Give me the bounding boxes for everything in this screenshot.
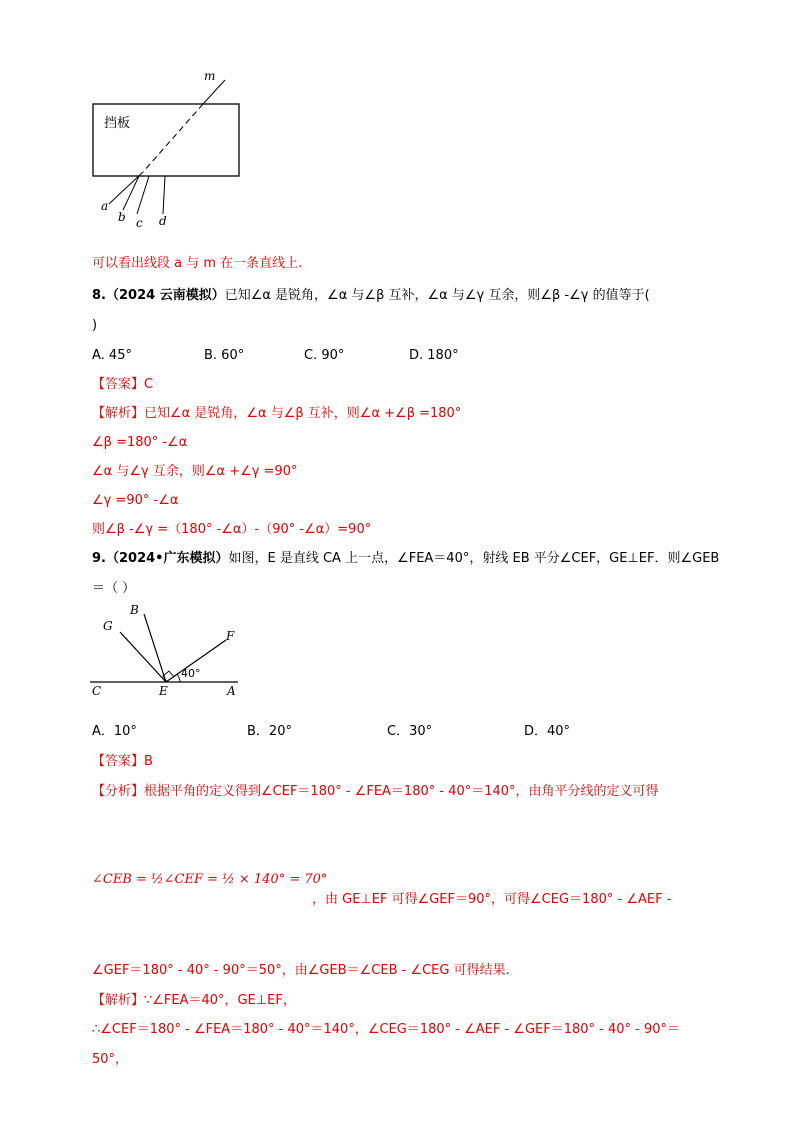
q9-option-a: A．10° <box>92 724 137 739</box>
q8-analysis-line-1: 【解析】已知∠α 是锐角，∠α 与∠β 互补，则∠α +∠β =180° <box>92 406 462 421</box>
q8-answer: 【答案】C <box>92 377 154 392</box>
label-F: F <box>226 629 235 643</box>
label-m: m <box>204 69 216 83</box>
q8-stem-end: ) <box>92 318 98 333</box>
q8-stem <box>92 288 650 304</box>
conclusion-text: 可以看出线段 a 与 m 在一条直线上. <box>92 256 303 271</box>
label-C: C <box>92 684 102 698</box>
label-A: A <box>227 684 236 698</box>
q9-jiexi-line-3: 50°， <box>92 1052 129 1067</box>
q8-option-a: A. 45° <box>92 348 132 363</box>
angle-figure <box>88 600 248 700</box>
board-text: 挡板 <box>104 116 131 131</box>
label-E: E <box>159 684 168 698</box>
q8-option-b: B. 60° <box>204 348 245 363</box>
label-angle-40: 40° <box>181 667 201 680</box>
label-G: G <box>103 619 113 633</box>
q8-source: （2024 云南模拟） <box>105 288 225 303</box>
label-c: c <box>136 216 143 230</box>
label-B: B <box>130 603 139 617</box>
q8-stem-text: 已知∠α 是锐角，∠α 与∠β 互补，∠α 与∠γ 互余，则∠β -∠γ 的值等于( <box>224 288 650 303</box>
q9-option-d: D．40° <box>524 724 571 739</box>
q8-option-d: D. 180° <box>409 348 459 363</box>
q9-fenxi: 【分析】根据平角的定义得到∠CEF＝180° - ∠FEA＝180° - 40°＝140°，由角平分线的定义可得 <box>92 784 659 799</box>
q9-answer: 【答案】B <box>92 754 153 769</box>
q9-fenxi-continued: ∠GEF＝180° - 40° - 90°＝50°，由∠GEB＝∠CEB - ∠CEG 可得结果. <box>92 963 510 978</box>
label-d: d <box>159 214 167 228</box>
q8-option-c: C. 90° <box>304 348 345 363</box>
q9-formula-tail: ，由 GE⊥EF 可得∠GEF＝90°，可得∠CEG＝180° - ∠AEF - <box>312 892 672 907</box>
q9-source: （2024•广东模拟） <box>105 551 229 566</box>
q9-option-b: B．20° <box>247 724 292 739</box>
q9-stem-text: 如图，E 是直线 CA 上一点，∠FEA＝40°，射线 EB 平分∠CEF，GE⊥EF．则∠GEB <box>228 551 720 566</box>
q8-analysis-line-3: ∠α 与∠γ 互余，则∠α +∠γ =90° <box>92 464 298 479</box>
q9-stem-end: ＝（ ） <box>92 581 136 596</box>
label-a: a <box>101 199 109 213</box>
q9-option-c: C．30° <box>387 724 433 739</box>
label-b: b <box>118 210 126 224</box>
q8-analysis-line-5: 则∠β -∠γ =（180° -∠α）-（90° -∠α）=90° <box>92 522 372 537</box>
q9-jiexi-line-1: 【解析】∵∠FEA＝40°，GE⊥EF， <box>92 993 296 1008</box>
q9-jiexi-line-2: ∴∠CEF＝180° - ∠FEA＝180° - 40°＝140°，∠CEG＝180° - ∠AEF - ∠GEF＝180° - 40° - 90°＝ <box>92 1022 681 1037</box>
q9-stem <box>92 551 719 567</box>
q9-formula: ∠CEB = ½∠CEF = ½ × 140° = 70° <box>92 872 328 887</box>
q8-analysis-line-4: ∠γ =90° -∠α <box>92 493 179 508</box>
q8-analysis-line-2: ∠β =180° -∠α <box>92 435 188 450</box>
q9-number: 9. <box>92 551 106 566</box>
baffle-figure <box>85 68 255 238</box>
q8-number: 8. <box>92 288 106 303</box>
